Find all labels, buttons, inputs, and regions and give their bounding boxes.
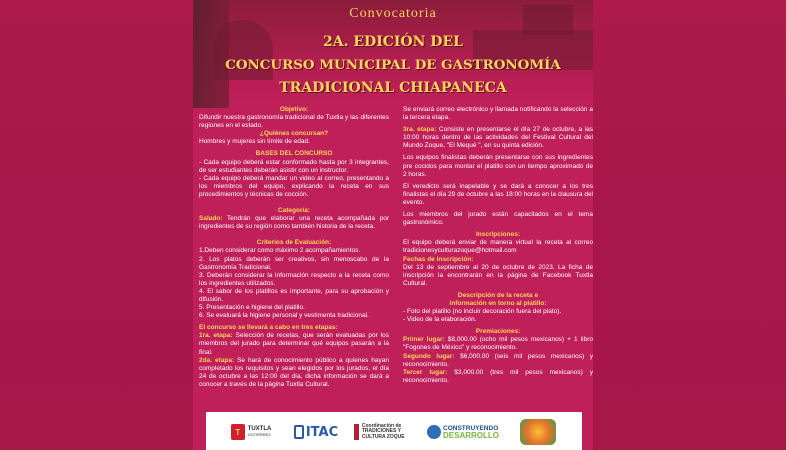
etapa-3-text: [403, 126, 593, 150]
etapa-2-label: 2da. etapa:: [199, 356, 235, 364]
construyendo-logo: [422, 418, 504, 446]
sponsor-footer: [206, 412, 582, 450]
descripcion-item-1: - Foto del platillo (no incluir decoración fuera del plato).: [403, 308, 562, 316]
categoria-desc: Tendrán que elaborar una receta acompañada por ingredientes de su región como también historia de la receta.: [199, 215, 389, 231]
right-column: [403, 106, 593, 385]
bases-item-2: - Cada equipo deberá mandar un video al correo, presentando a los miembros del equipo, explicando la receta en sus procedimientos y técnicas de cocción.: [199, 174, 389, 198]
tuxtla-sub-label: GUTIÉRREZ: [247, 432, 271, 437]
left-column: [199, 106, 389, 389]
categoria-text: [199, 215, 389, 231]
convocatoria-label: Convocatoria: [349, 6, 437, 21]
coordinacion-logo: [354, 418, 412, 446]
criterio-item: 4. El sabor de los platillos es importante, para su aprobación y difusión.: [199, 287, 389, 303]
jurado-text: Los miembros del jurado están capacitados en el tema gastronómico.: [403, 211, 593, 227]
bases-heading: BASES DEL CONCURSO: [255, 150, 333, 158]
etapa-1-label: 1ra. etapa:: [199, 332, 233, 340]
objetivo-text: Difundir nuestra gastronomía tradicional de Tuxtla y las diferentes regiones en el estado.: [199, 114, 389, 130]
quienes-text: Hombres y mujeres sin límite de edad.: [199, 138, 310, 146]
descripcion-heading: Descripción de la receta e: [457, 291, 539, 299]
construyendo-icon: [427, 425, 441, 439]
bases-item-1: - Cada equipo deberá estar conformado hasta por 3 integrantes, de ser estudiantes deberán asistir con un instructor.: [199, 158, 389, 174]
segundo-lugar-label: Segundo lugar:: [403, 352, 455, 360]
segundo-lugar-text: [403, 353, 593, 369]
desarrollo-label: DESARROLLO: [443, 431, 499, 440]
construyendo-label: CONSTRUYENDO: [443, 425, 499, 432]
title-line-1: 2A. EDICIÓN DEL: [323, 34, 463, 50]
tercer-lugar-text: [403, 369, 593, 385]
criterio-item: 6. Se evaluará la higiene personal y vestimenta tradicional.: [199, 312, 369, 320]
fechas-text: Del 13 de septiembre al 20 de octubre de 2023. La ficha de inscripción la encontrarán en la página de Facebook Tuxtla Cultural.: [403, 263, 593, 287]
inscripciones-text: El equipo deberá enviar de manera virtual la receta al correo tradicionesyculturazoque@hotmail.com: [403, 239, 593, 255]
etapa-1-text: [199, 332, 389, 356]
criterio-item: 5. Presentación e higiene del platillo.: [199, 304, 305, 312]
coordinacion-label: Coordinación de TRADICIONES Y CULTURA ZOQUE: [361, 422, 405, 440]
primer-lugar-label: Primer lugar:: [403, 336, 445, 344]
premiaciones-heading: Premiaciones:: [475, 328, 521, 336]
quienes-heading: ¿Quiénes concursan?: [259, 130, 329, 138]
primer-lugar-text: [403, 336, 593, 352]
objetivo-heading: Objetivo:: [279, 106, 309, 113]
etapas-heading: El concurso se llevará a cabo en tres etapas:: [199, 324, 338, 332]
itac-icon: [294, 425, 304, 439]
primer-lugar-desc: $8,000.00 (ocho mil pesos mexicanos) + 1 libro "Fogones de México" y reconocimiento.: [403, 336, 593, 352]
descripcion-item-2: - Video de la elaboración.: [403, 316, 477, 324]
etapa-3-label: 3ra. etapa:: [403, 126, 437, 134]
segundo-lugar-desc: $6,000.00 (seis mil pesos mexicanos) y reconocimiento.: [403, 352, 593, 368]
tuxtla-label: TUXTLA: [247, 426, 272, 432]
poster: [193, 0, 593, 450]
categoria-heading: Categoría:: [277, 207, 311, 215]
inscripciones-heading: Inscripciones:: [475, 231, 521, 239]
descripcion-heading-2: información en torno al platillo:: [449, 299, 547, 307]
etapa-2-text: [199, 357, 389, 389]
categoria-label: Salado:: [199, 215, 223, 223]
itac-label: ITAC: [305, 424, 339, 440]
tercer-lugar-label: Tercer lugar:: [403, 368, 448, 376]
festival-icon: [520, 419, 556, 445]
etapa-2-desc: Se hará de conocimiento público a quienes hayan completado los requisitos y sean elegidos por los jurados, el día 24 de octubre a las 12:00 del día, dicha información se dará a conocer a través de la página Tuxtla Cultural.: [199, 356, 389, 388]
etapa-3-desc: Consiste en presentarse el día 27 de octubre, a las 10:00 horas dentro de las actividades del Festival Cultural del Mundo Zoque, "El Mequé ", en su quinta edición.: [403, 126, 593, 150]
veredicto-text: El veredicto será inapelable y se dará a conocer a los tres finalistas el día 29 de octubre a las 18:00 horas en la clausura del evento.: [403, 182, 593, 206]
criterios-heading: Criterios de Evaluación:: [256, 239, 332, 247]
festival-logo: [512, 418, 564, 446]
title-line-2: CONCURSO MUNICIPAL DE GASTRONOMÍA: [225, 57, 561, 73]
tuxtla-shield-icon: T: [231, 424, 245, 440]
itac-logo: [290, 418, 342, 446]
notification-text: Se enviará correo electrónico y llamada notificando la selección a la tercera etapa.: [403, 106, 593, 122]
criterio-item: 1.Deben considerar como máximo 2 acompañamientos.: [199, 247, 361, 255]
etapa-1-desc: Selección de recetas, que serán evaluadas por los miembros del jurado para determinar qué equipos pasarán a la final.: [199, 332, 389, 356]
criterio-item: 3. Deberán considerar la información respecto a la receta como los ingredientes utilizados.: [199, 271, 389, 287]
title-line-3: TRADICIONAL CHIAPANECA: [279, 80, 507, 96]
tercer-lugar-desc: $3,000.00 (tres mil pesos mexicanos) y reconocimiento.: [403, 368, 593, 384]
tuxtla-logo: [226, 418, 276, 446]
criterio-item: 2. Los platos deberán ser creativos, sin menoscabo de la Gastronomía Tradicional.: [199, 255, 389, 271]
finalistas-text: Los equipos finalistas deberán presentarse con sus ingredientes pre cocidos para montar el platillo con un tiempo aproximado de 2 horas.: [403, 154, 593, 178]
coordinacion-icon: [354, 424, 359, 440]
fechas-heading: Fechas de Inscripción:: [403, 255, 474, 263]
